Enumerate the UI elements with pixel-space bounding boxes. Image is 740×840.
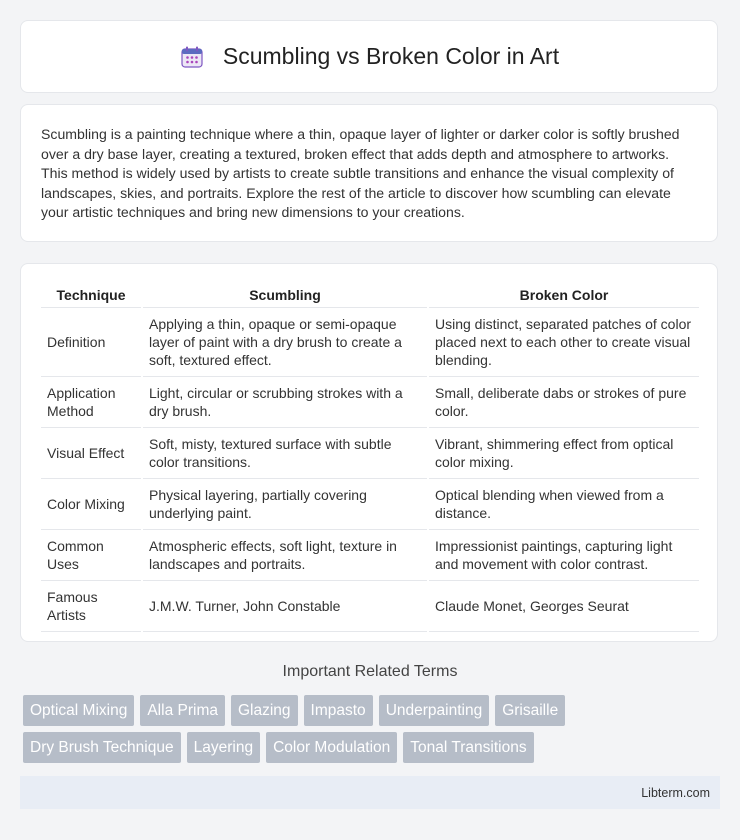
tag-tonal-transitions[interactable]: Tonal Transitions: [403, 732, 533, 763]
tag-alla-prima[interactable]: Alla Prima: [140, 695, 225, 726]
comparison-card: [20, 263, 718, 642]
table-cell: Vibrant, shimmering effect from optical color mixing.: [429, 428, 699, 479]
tag-grisaille[interactable]: Grisaille: [495, 695, 565, 726]
tag-glazing[interactable]: Glazing: [231, 695, 298, 726]
table-row: [41, 530, 699, 581]
column-header: Broken Color: [429, 284, 699, 308]
tag-layering[interactable]: Layering: [187, 732, 260, 763]
row-label: Famous Artists: [41, 581, 141, 632]
table-cell: Impressionist paintings, capturing light and movement with color contrast.: [429, 530, 699, 581]
table-cell: Optical blending when viewed from a distance.: [429, 479, 699, 530]
footer: [20, 776, 720, 809]
table-row: [41, 428, 699, 479]
row-label: Application Method: [41, 377, 141, 428]
related-terms: [23, 695, 723, 769]
table-cell: Small, deliberate dabs or strokes of pure color.: [429, 377, 699, 428]
column-header: Scumbling: [143, 284, 427, 308]
tag-impasto[interactable]: Impasto: [304, 695, 373, 726]
tag-row: [23, 695, 723, 726]
table-cell: Soft, misty, textured surface with subtle color transitions.: [143, 428, 427, 479]
row-label: Color Mixing: [41, 479, 141, 530]
tag-underpainting[interactable]: Underpainting: [379, 695, 490, 726]
tag-optical-mixing[interactable]: Optical Mixing: [23, 695, 134, 726]
table-cell: Claude Monet, Georges Seurat: [429, 581, 699, 632]
table-cell: Light, circular or scrubbing strokes with a dry brush.: [143, 377, 427, 428]
table-row: [41, 377, 699, 428]
footer-site-link[interactable]: Libterm.com: [641, 785, 710, 800]
table-row: [41, 479, 699, 530]
table-cell: Atmospheric effects, soft light, texture in landscapes and portraits.: [143, 530, 427, 581]
intro-card: [20, 104, 718, 242]
table-cell: Using distinct, separated patches of color placed next to each other to create visual blending.: [429, 308, 699, 377]
table-header-row: [41, 284, 699, 308]
tag-dry-brush-technique[interactable]: Dry Brush Technique: [23, 732, 181, 763]
table-row: [41, 581, 699, 632]
intro-text: Scumbling is a painting technique where a thin, opaque layer of lighter or darker color is softly brushed over a dry base layer, creating a textured, broken effect that adds depth and atmosphere to artworks. This method is widely used by artists to create subtle transitions and enhance the visual complexity of landscapes, skies, and portraits. Explore the rest of the article to discover how scumbling can elevate your artistic techniques and bring new dimensions to your creations.: [41, 126, 680, 221]
row-label: Common Uses: [41, 530, 141, 581]
table-row: [41, 308, 699, 377]
page-title: Scumbling vs Broken Color in Art: [222, 43, 560, 69]
calendar-icon: [179, 44, 205, 70]
tag-color-modulation[interactable]: Color Modulation: [266, 732, 397, 763]
tag-row: [23, 732, 723, 763]
row-label: Visual Effect: [41, 428, 141, 479]
table-cell: J.M.W. Turner, John Constable: [143, 581, 427, 632]
related-terms-heading: Important Related Terms: [282, 663, 458, 680]
table-cell: Physical layering, partially covering underlying paint.: [143, 479, 427, 530]
comparison-table: [39, 284, 701, 632]
table-cell: Applying a thin, opaque or semi-opaque layer of paint with a dry brush to create a soft, textured effect.: [143, 308, 427, 377]
row-label: Definition: [41, 308, 141, 377]
column-header: Technique: [41, 284, 141, 308]
header-card: [20, 20, 718, 93]
